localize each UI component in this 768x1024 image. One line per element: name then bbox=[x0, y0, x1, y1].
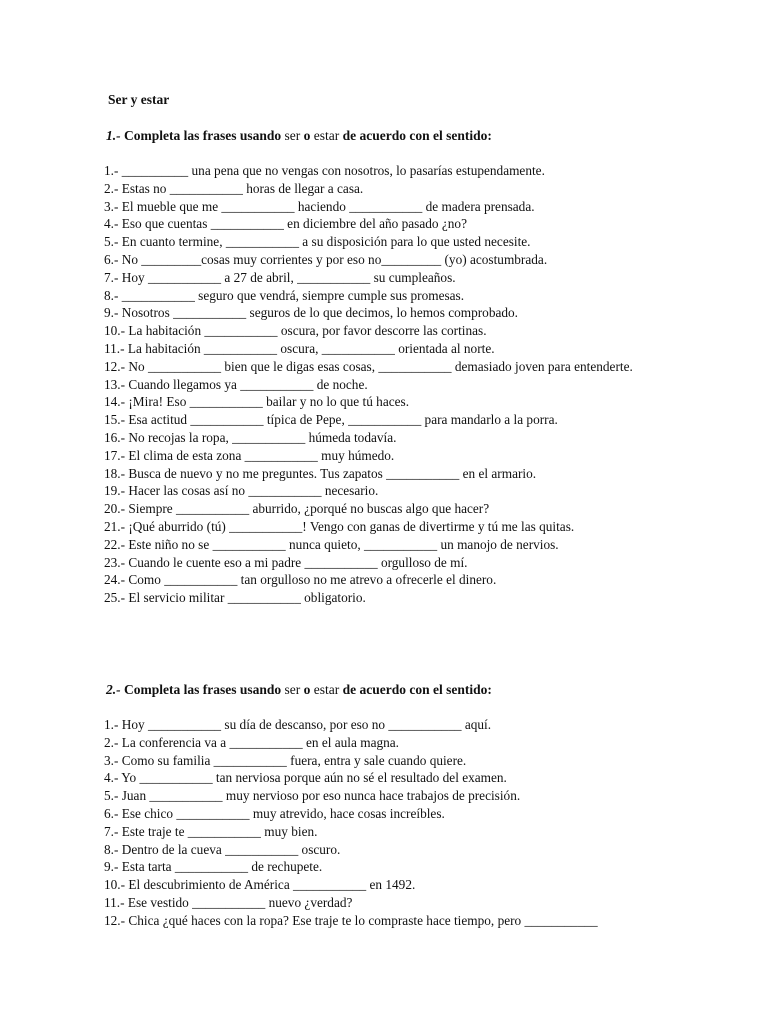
exercise-sentence: 8.- Dentro de la cueva ___________ oscuro. bbox=[104, 841, 341, 857]
exercise-sentence: 16.- No recojas la ropa, ___________ húmeda todavía. bbox=[104, 429, 397, 445]
exercise-sentence: 3.- El mueble que me ___________ haciendo ___________ de madera prensada. bbox=[104, 198, 535, 214]
heading-word-estar: estar bbox=[313, 682, 340, 697]
exercise-sentence: 9.- Nosotros ___________ seguros de lo que decimos, lo hemos comprobado. bbox=[104, 305, 518, 321]
exercise-sentence: 7.- Este traje te ___________ muy bien. bbox=[104, 823, 318, 839]
exercise-sentence: 12.- No ___________ bien que le digas esas cosas, ___________ demasiado joven para entenderte. bbox=[104, 358, 633, 374]
section-number: 2.- bbox=[106, 682, 121, 697]
exercise-sentence: 3.- Como su familia ___________ fuera, entra y sale cuando quiere. bbox=[104, 752, 467, 768]
exercise-sentence: 11.- La habitación ___________ oscura, ___________ orientada al norte. bbox=[104, 340, 495, 356]
heading-word-ser: ser bbox=[284, 682, 301, 697]
exercise-list bbox=[104, 716, 704, 930]
exercise-sentence: 1.- __________ una pena que no vengas con nosotros, lo pasarías estupendamente. bbox=[104, 163, 545, 178]
exercise-section-2 bbox=[104, 681, 704, 930]
document-title: Ser y estar bbox=[108, 92, 170, 107]
exercise-sentence: 25.- El servicio militar ___________ obligatorio. bbox=[104, 590, 366, 606]
exercise-sentence: 20.- Siempre ___________ aburrido, ¿porqué no buscas algo que hacer? bbox=[104, 501, 490, 517]
exercise-sentence: 1.- Hoy ___________ su día de descanso, por eso no ___________ aquí. bbox=[104, 717, 492, 732]
section-number: 1.- bbox=[106, 128, 121, 143]
exercise-sentence: 15.- Esa actitud ___________ típica de Pepe, ___________ para mandarlo a la porra. bbox=[104, 412, 558, 428]
exercise-sentence: 7.- Hoy ___________ a 27 de abril, ___________ su cumpleaños. bbox=[104, 269, 456, 285]
section-heading bbox=[104, 681, 704, 699]
exercise-sentence: 11.- Ese vestido ___________ nuevo ¿verdad? bbox=[104, 894, 353, 910]
exercise-sentence: 17.- El clima de esta zona ___________ muy húmedo. bbox=[104, 447, 395, 463]
exercise-sentence: 24.- Como ___________ tan orgulloso no me atrevo a ofrecerle el dinero. bbox=[104, 572, 497, 588]
exercise-sentence: 12.- Chica ¿qué haces con la ropa? Ese traje te lo compraste hace tiempo, pero ___________ bbox=[104, 912, 598, 928]
exercise-sentence: 22.- Este niño no se ___________ nunca quieto, ___________ un manojo de nervios. bbox=[104, 536, 559, 552]
heading-text: Completa las frases usando bbox=[124, 128, 282, 143]
heading-word-ser: ser bbox=[284, 128, 301, 143]
exercise-sentence: 13.- Cuando llegamos ya ___________ de noche. bbox=[104, 376, 368, 392]
exercise-sentence: 23.- Cuando le cuente eso a mi padre ___________ orgulloso de mí. bbox=[104, 554, 468, 570]
exercise-sentence: 4.- Eso que cuentas ___________ en diciembre del año pasado ¿no? bbox=[104, 216, 467, 232]
exercise-sentence: 6.- Ese chico ___________ muy atrevido, hace cosas increíbles. bbox=[104, 805, 445, 821]
heading-word-o: o bbox=[303, 682, 311, 697]
heading-text: Completa las frases usando bbox=[124, 682, 282, 697]
exercise-sentence: 10.- La habitación ___________ oscura, por favor descorre las cortinas. bbox=[104, 323, 487, 339]
heading-word-o: o bbox=[303, 128, 311, 143]
exercise-sentence: 18.- Busca de nuevo y no me preguntes. Tus zapatos ___________ en el armario. bbox=[104, 465, 537, 481]
heading-text-end: de acuerdo con el sentido: bbox=[342, 128, 492, 143]
exercise-sentence: 2.- La conferencia va a ___________ en el aula magna. bbox=[104, 734, 399, 750]
exercise-sentence: 6.- No _________cosas muy corrientes y por eso no_________ (yo) acostumbrada. bbox=[104, 251, 548, 267]
heading-text-end: de acuerdo con el sentido: bbox=[342, 682, 492, 697]
exercise-sentence: 8.- ___________ seguro que vendrá, siempre cumple sus promesas. bbox=[104, 287, 465, 303]
exercise-sentence: 10.- El descubrimiento de América ___________ en 1492. bbox=[104, 877, 416, 893]
exercise-sentence: 5.- En cuanto termine, ___________ a su disposición para lo que usted necesite. bbox=[104, 234, 531, 250]
exercise-section-1 bbox=[104, 127, 704, 607]
exercise-sentence: 21.- ¡Qué aburrido (tú) ___________! Vengo con ganas de divertirme y tú me las quitas. bbox=[104, 518, 575, 534]
exercise-sentence: 5.- Juan ___________ muy nervioso por eso nunca hace trabajos de precisión. bbox=[104, 788, 521, 804]
exercise-sentence: 14.- ¡Mira! Eso ___________ bailar y no lo que tú haces. bbox=[104, 394, 410, 410]
exercise-list bbox=[104, 162, 704, 607]
exercise-sentence: 9.- Esta tarta ___________ de rechupete. bbox=[104, 859, 323, 875]
section-heading bbox=[104, 127, 704, 145]
exercise-sentence: 19.- Hacer las cosas así no ___________ necesario. bbox=[104, 483, 379, 499]
exercise-sentence: 2.- Estas no ___________ horas de llegar a casa. bbox=[104, 180, 364, 196]
exercise-sentence: 4.- Yo ___________ tan nerviosa porque aún no sé el resultado del examen. bbox=[104, 770, 507, 786]
heading-word-estar: estar bbox=[313, 128, 340, 143]
